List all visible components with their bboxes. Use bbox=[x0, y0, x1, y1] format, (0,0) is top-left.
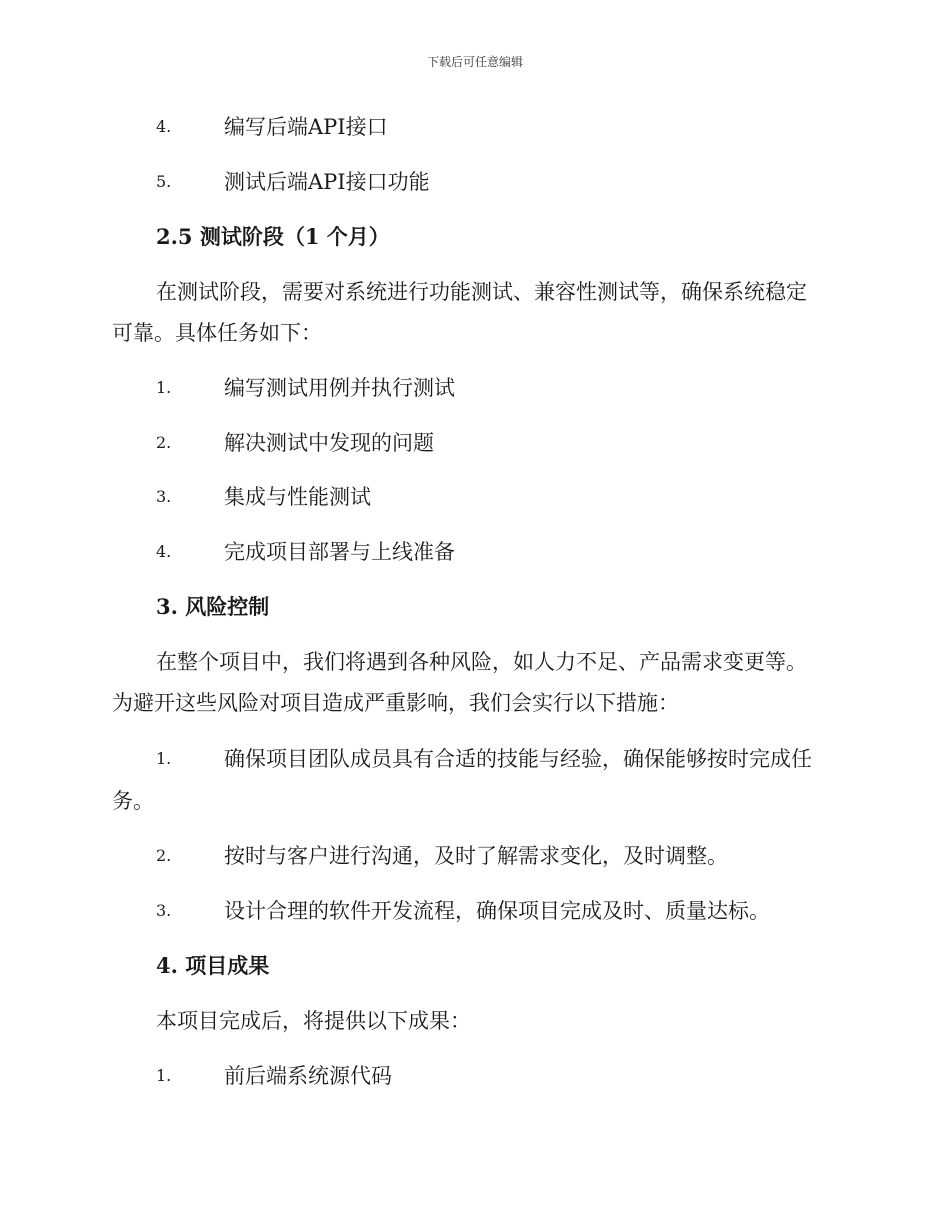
body-text: 按时与客户进行沟通，及时了解需求变化，及时调整。 bbox=[224, 844, 728, 868]
heading-text: 4. 项目成果 bbox=[156, 953, 270, 978]
list-item-number: 1. bbox=[156, 378, 172, 397]
list-item-number: 4. bbox=[156, 117, 172, 136]
body-text: 本项目完成后，将提供以下成果： bbox=[156, 1009, 471, 1033]
body-text: 为避开这些风险对项目造成严重影响，我们会实行以下措施： bbox=[112, 691, 679, 715]
body-text: 集成与性能测试 bbox=[224, 485, 371, 509]
body-text: 务。 bbox=[112, 789, 154, 813]
body-text: 可靠。具体任务如下： bbox=[112, 321, 322, 345]
body-text: 在整个项目中，我们将遇到各种风险，如人力不足、产品需求变更等。 bbox=[156, 650, 807, 674]
list-item-number: 2. bbox=[156, 846, 172, 865]
list-item-number: 4. bbox=[156, 542, 172, 561]
list-item-number: 2. bbox=[156, 433, 172, 452]
body-text: 完成项目部署与上线准备 bbox=[224, 540, 455, 564]
body-text: 测试后端API接口功能 bbox=[224, 170, 430, 194]
list-item-number: 1. bbox=[156, 749, 172, 768]
list-item-number: 3. bbox=[156, 901, 172, 920]
list-item-number: 5. bbox=[156, 172, 172, 191]
list-item-number: 1. bbox=[156, 1066, 172, 1085]
heading-text: 3. 风险控制 bbox=[156, 594, 270, 619]
body-text: 确保项目团队成员具有合适的技能与经验，确保能够按时完成任 bbox=[224, 747, 812, 771]
body-text: 设计合理的软件开发流程，确保项目完成及时、质量达标。 bbox=[224, 899, 770, 923]
body-text: 编写后端API接口 bbox=[224, 115, 388, 139]
body-text: 编写测试用例并执行测试 bbox=[224, 376, 455, 400]
body-text: 在测试阶段，需要对系统进行功能测试、兼容性测试等，确保系统稳定 bbox=[156, 280, 807, 304]
heading-text: 2.5 测试阶段（1 个月） bbox=[156, 224, 390, 249]
page-header-watermark: 下载后可任意编辑 bbox=[426, 55, 523, 69]
body-text: 解决测试中发现的问题 bbox=[224, 431, 434, 455]
list-item-number: 3. bbox=[156, 487, 172, 506]
body-text: 前后端系统源代码 bbox=[224, 1064, 392, 1088]
